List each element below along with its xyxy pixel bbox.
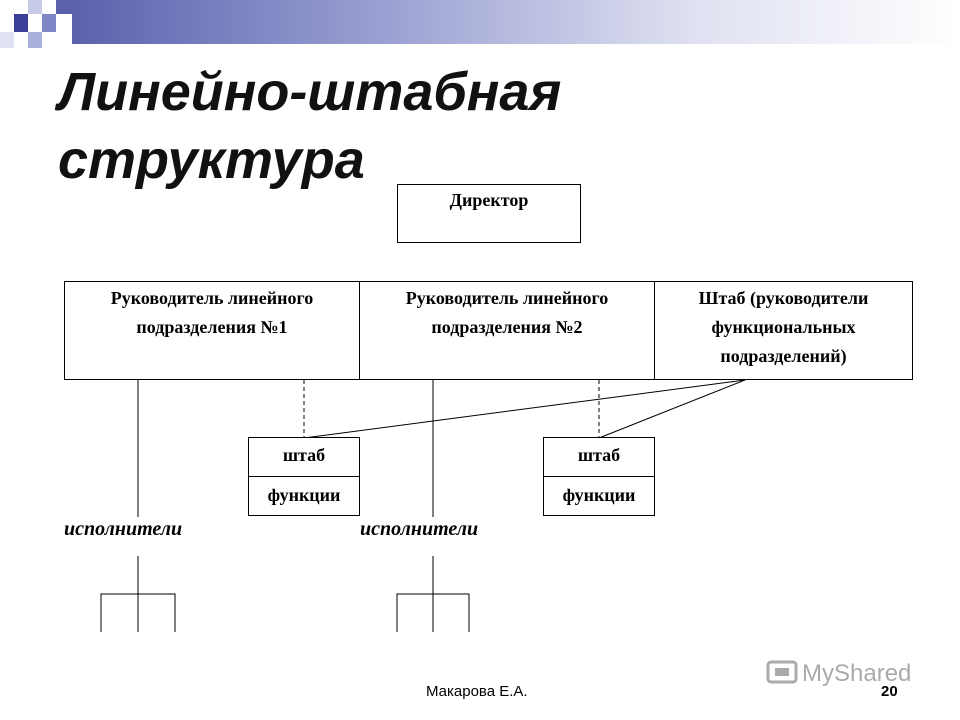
staff-hq-box: Штаб (руководители функциональных подразделений) (654, 281, 913, 380)
director-box (397, 184, 581, 243)
executors-1-label: исполнители (64, 518, 183, 540)
director-label: Директор (449, 190, 529, 210)
staff-unit-2-top: штаб (544, 438, 654, 477)
line-hq-staff1 (304, 380, 745, 438)
footer-author: Макарова Е.А. (426, 683, 528, 700)
staff-unit-1-box (248, 437, 360, 516)
slide-title-line-1: Линейно-штабная (58, 62, 562, 122)
slide-title-line-2: структура (58, 130, 365, 190)
line-hq-staff2 (599, 380, 745, 438)
staff-unit-1-bottom: функции (267, 485, 341, 505)
staff-unit-2-bottom: функции (562, 485, 636, 505)
line-manager-1-box: Руководитель линейного подразделения №1 (64, 281, 360, 380)
slides-icon (766, 658, 936, 688)
executors-2-label: исполнители (360, 518, 479, 540)
staff-unit-2-box (543, 437, 655, 516)
watermark-text: MyShared (802, 660, 912, 687)
page-number: 20 (881, 683, 898, 700)
staff-unit-1-top: штаб (249, 438, 359, 477)
watermark-logo (766, 658, 936, 688)
line-manager-2-box: Руководитель линейного подразделения №2 (359, 281, 655, 380)
